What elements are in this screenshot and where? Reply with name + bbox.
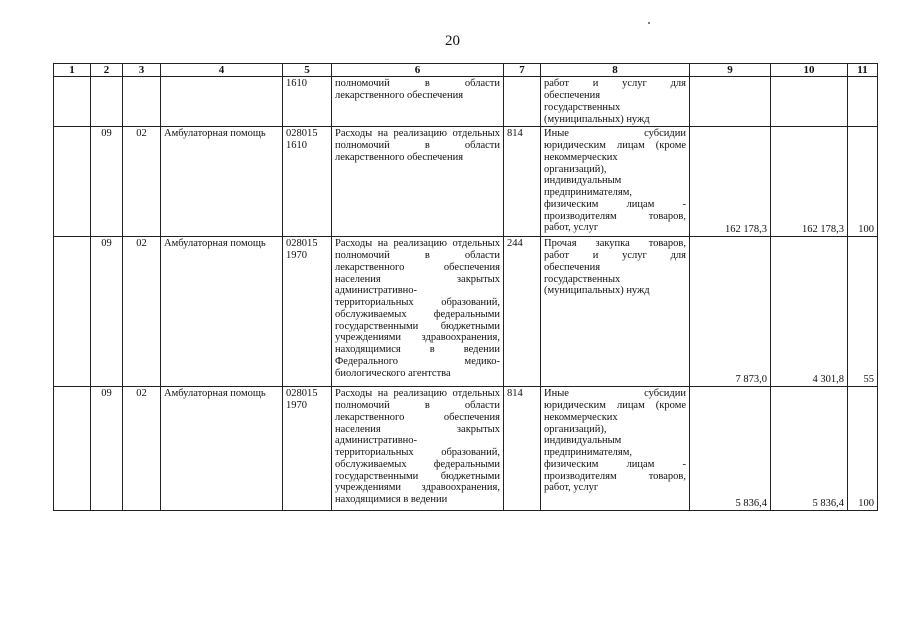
- table-row: [54, 237, 878, 387]
- text-line: Прочая закупка товаров,: [544, 238, 686, 250]
- cell-section: 09: [91, 387, 123, 511]
- text-line: некоммерческих: [544, 411, 618, 423]
- cell-name: [161, 77, 283, 127]
- text-line: Расходы на реализацию отдельных: [335, 238, 500, 250]
- text-line: индивидуальным: [544, 175, 622, 187]
- cell-name: Амбулаторная помощь: [161, 237, 283, 387]
- scan-speck: [648, 22, 650, 24]
- cell-target-code: 028015 1610: [283, 127, 332, 237]
- text-line: организаций),: [544, 423, 607, 435]
- cell-description: [332, 127, 504, 237]
- text-line: государственными бюджетными: [335, 470, 500, 482]
- text-line: территориальных образований,: [335, 447, 500, 459]
- text-line: учреждениями здравоохранения,: [335, 482, 500, 494]
- text-line: работ, услуг: [544, 222, 599, 234]
- cell-expense-type: 244: [504, 237, 541, 387]
- text-line: лекарственного обеспечения: [335, 151, 464, 163]
- cell-planned-amount: 5 836,4: [690, 387, 771, 511]
- text-line: государственными бюджетными: [335, 320, 500, 332]
- text-line: юридическим лицам (кроме: [544, 400, 686, 412]
- text-line: производителям товаров,: [544, 210, 686, 222]
- col-header-10: 10: [771, 64, 848, 77]
- col-header-11: 11: [848, 64, 878, 77]
- cell-percent: [848, 77, 878, 127]
- text-line: (муниципальных) нужд: [544, 113, 650, 125]
- cell-expense-type: [504, 77, 541, 127]
- col-header-7: 7: [504, 64, 541, 77]
- text-line: полномочий в области: [335, 250, 500, 262]
- cell-col-1: [54, 237, 91, 387]
- cell-section: [91, 77, 123, 127]
- cell-expense-name: [541, 127, 690, 237]
- text-line: находящимися в ведении: [335, 494, 448, 506]
- text-line: полномочий в области: [335, 78, 500, 90]
- text-line: полномочий в области: [335, 400, 500, 412]
- text-line: предпринимателям,: [544, 187, 633, 199]
- cell-description: [332, 77, 504, 127]
- text-line: физическим лицам -: [544, 458, 686, 470]
- col-header-8: 8: [541, 64, 690, 77]
- cell-expense-type: 814: [504, 127, 541, 237]
- col-header-3: 3: [123, 64, 161, 77]
- cell-subsection: 02: [123, 387, 161, 511]
- text-line: обеспечения: [544, 261, 601, 273]
- cell-expense-type: 814: [504, 387, 541, 511]
- budget-table: [53, 63, 878, 511]
- col-header-5: 5: [283, 64, 332, 77]
- text-line: полномочий в области: [335, 140, 500, 152]
- text-line: физическим лицам -: [544, 198, 686, 210]
- cell-name: Амбулаторная помощь: [161, 127, 283, 237]
- cell-target-code: 1610: [283, 77, 332, 127]
- cell-expense-name: [541, 237, 690, 387]
- cell-actual-amount: [771, 77, 848, 127]
- cell-target-code: 028015 1970: [283, 237, 332, 387]
- col-header-4: 4: [161, 64, 283, 77]
- cell-expense-name: [541, 77, 690, 127]
- col-header-1: 1: [54, 64, 91, 77]
- cell-actual-amount: 4 301,8: [771, 237, 848, 387]
- text-line: территориальных образований,: [335, 297, 500, 309]
- text-line: административно-: [335, 435, 418, 447]
- table-row: [54, 387, 878, 511]
- col-header-6: 6: [332, 64, 504, 77]
- text-line: населения закрытых: [335, 273, 500, 285]
- text-line: производителям товаров,: [544, 470, 686, 482]
- text-line: предпринимателям,: [544, 447, 633, 459]
- cell-target-code: 028015 1970: [283, 387, 332, 511]
- text-line: Расходы на реализацию отдельных: [335, 128, 500, 140]
- cell-name: Амбулаторная помощь: [161, 387, 283, 511]
- cell-section: 09: [91, 237, 123, 387]
- text-line: индивидуальным: [544, 435, 622, 447]
- text-line: административно-: [335, 285, 418, 297]
- text-line: работ, услуг: [544, 482, 599, 494]
- text-line: работ и услуг для: [544, 250, 686, 262]
- cell-subsection: [123, 77, 161, 127]
- text-line: находящимися в ведении: [335, 344, 500, 356]
- text-line: некоммерческих: [544, 151, 618, 163]
- page-number: 20: [445, 33, 460, 49]
- text-line: организаций),: [544, 163, 607, 175]
- col-header-9: 9: [690, 64, 771, 77]
- table-row: [54, 127, 878, 237]
- cell-subsection: 02: [123, 237, 161, 387]
- cell-planned-amount: 162 178,3: [690, 127, 771, 237]
- cell-planned-amount: 7 873,0: [690, 237, 771, 387]
- text-line: работ и услуг для: [544, 78, 686, 90]
- cell-expense-name: [541, 387, 690, 511]
- text-line: государственных: [544, 101, 621, 113]
- cell-percent: 55: [848, 237, 878, 387]
- text-line: населения закрытых: [335, 423, 500, 435]
- text-line: Расходы на реализацию отдельных: [335, 388, 500, 400]
- col-header-2: 2: [91, 64, 123, 77]
- cell-subsection: 02: [123, 127, 161, 237]
- text-line: лекарственного обеспечения: [335, 90, 464, 102]
- text-line: обслуживаемых федеральными: [335, 458, 500, 470]
- table-row: [54, 77, 878, 127]
- cell-col-1: [54, 77, 91, 127]
- cell-percent: 100: [848, 387, 878, 511]
- cell-description: [332, 387, 504, 511]
- text-line: учреждениями здравоохранения,: [335, 332, 500, 344]
- text-line: биологического агентства: [335, 367, 451, 379]
- text-line: Иные субсидии: [544, 388, 686, 400]
- text-line: (муниципальных) нужд: [544, 285, 650, 297]
- cell-description: [332, 237, 504, 387]
- cell-planned-amount: [690, 77, 771, 127]
- cell-col-1: [54, 387, 91, 511]
- text-line: Федерального медико-: [335, 355, 500, 367]
- cell-actual-amount: 162 178,3: [771, 127, 848, 237]
- text-line: юридическим лицам (кроме: [544, 140, 686, 152]
- text-line: лекарственного обеспечения: [335, 261, 500, 273]
- text-line: обслуживаемых федеральными: [335, 308, 500, 320]
- text-line: лекарственного обеспечения: [335, 411, 500, 423]
- text-line: государственных: [544, 273, 621, 285]
- cell-actual-amount: 5 836,4: [771, 387, 848, 511]
- cell-percent: 100: [848, 127, 878, 237]
- text-line: обеспечения: [544, 90, 601, 102]
- text-line: Иные субсидии: [544, 128, 686, 140]
- cell-col-1: [54, 127, 91, 237]
- cell-section: 09: [91, 127, 123, 237]
- header-row: [54, 64, 878, 77]
